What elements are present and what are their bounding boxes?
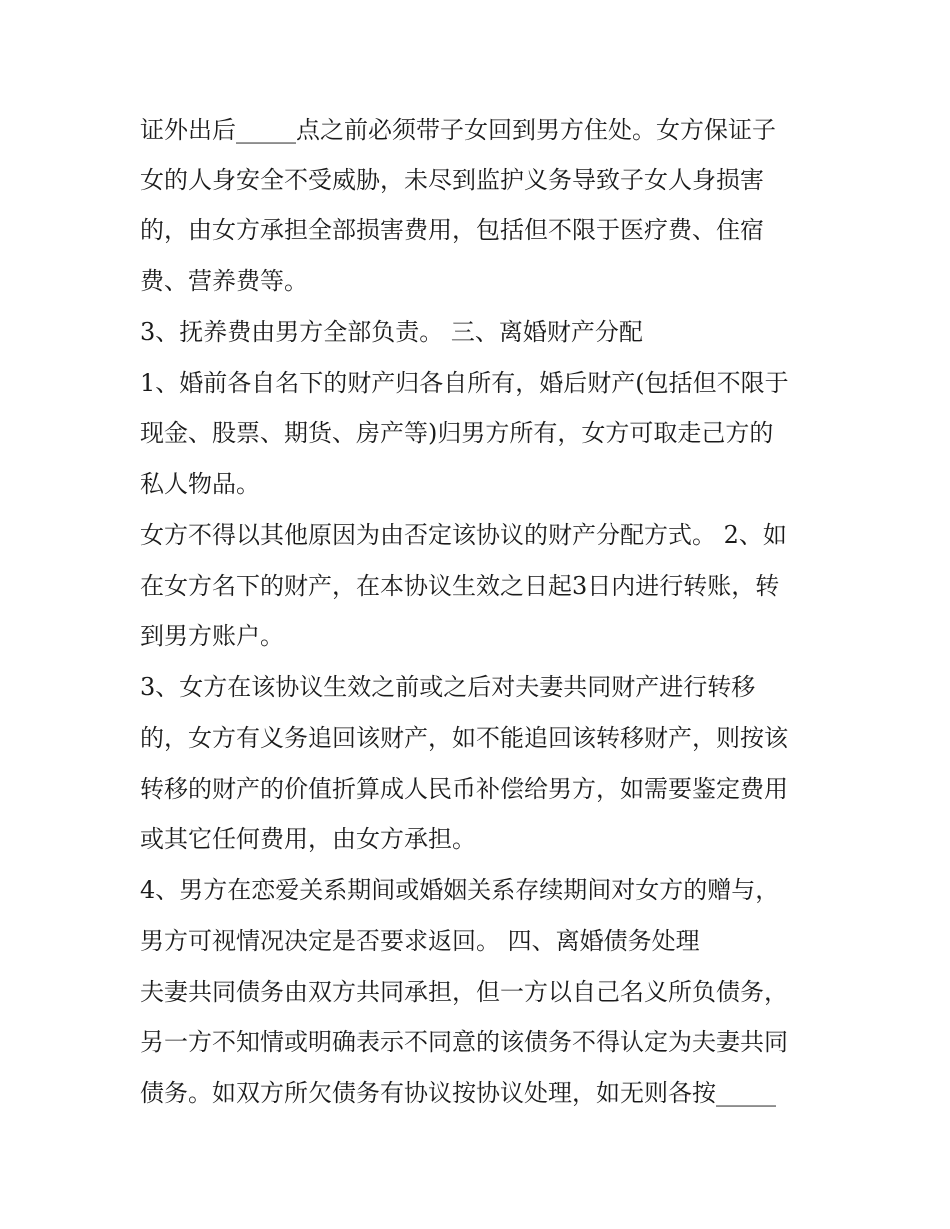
text-line: 另一方不知情或明确表示不同意的该债务不得认定为夫妻共同 (140, 1028, 788, 1056)
text-line: 到男方账户。 (140, 622, 284, 650)
text-line: 3、女方在该协议生效之前或之后对夫妻共同财产进行转移 (140, 673, 756, 701)
text-line: 男方可视情况决定是否要求返回。 四、离婚债务处理 (140, 927, 700, 955)
text-line: 债务。如双方所欠债务有协议按协议处理，如无则各按_____ (140, 1079, 776, 1107)
text-line: 现金、股票、期货、房产等)归男方所有，女方可取走己方的 (140, 419, 774, 447)
text-line: 的，由女方承担全部损害费用，包括但不限于医疗费、住宿 (140, 216, 764, 244)
text-line: 或其它任何费用，由女方承担。 (140, 825, 476, 853)
text-line: 女的人身安全不受威胁，未尽到监护义务导致子女人身损害 (140, 166, 764, 194)
text-line: 4、男方在恋爱关系期间或婚姻关系存续期间对女方的赠与， (140, 876, 780, 904)
text-line: 在女方名下的财产，在本协议生效之日起3日内进行转账，转 (140, 572, 780, 600)
text-line: 女方不得以其他原因为由否定该协议的财产分配方式。 2、如 (140, 521, 787, 549)
text-line: 夫妻共同债务由双方共同承担，但一方以自己名义所负债务， (140, 978, 788, 1006)
text-line: 费、营养费等。 (140, 267, 308, 295)
text-line: 转移的财产的价值折算成人民币补偿给男方，如需要鉴定费用 (140, 775, 788, 803)
text-line: 证外出后_____点之前必须带子女回到男方住处。女方保证子 (140, 116, 776, 144)
text-line: 1、婚前各自名下的财产归各自所有，婚后财产(包括但不限于 (140, 369, 789, 397)
text-line: 的，女方有义务追回该财产，如不能追回该转移财产，则按该 (140, 724, 788, 752)
text-line: 3、抚养费由男方全部负责。 三、离婚财产分配 (140, 318, 643, 346)
text-line: 私人物品。 (140, 470, 260, 498)
